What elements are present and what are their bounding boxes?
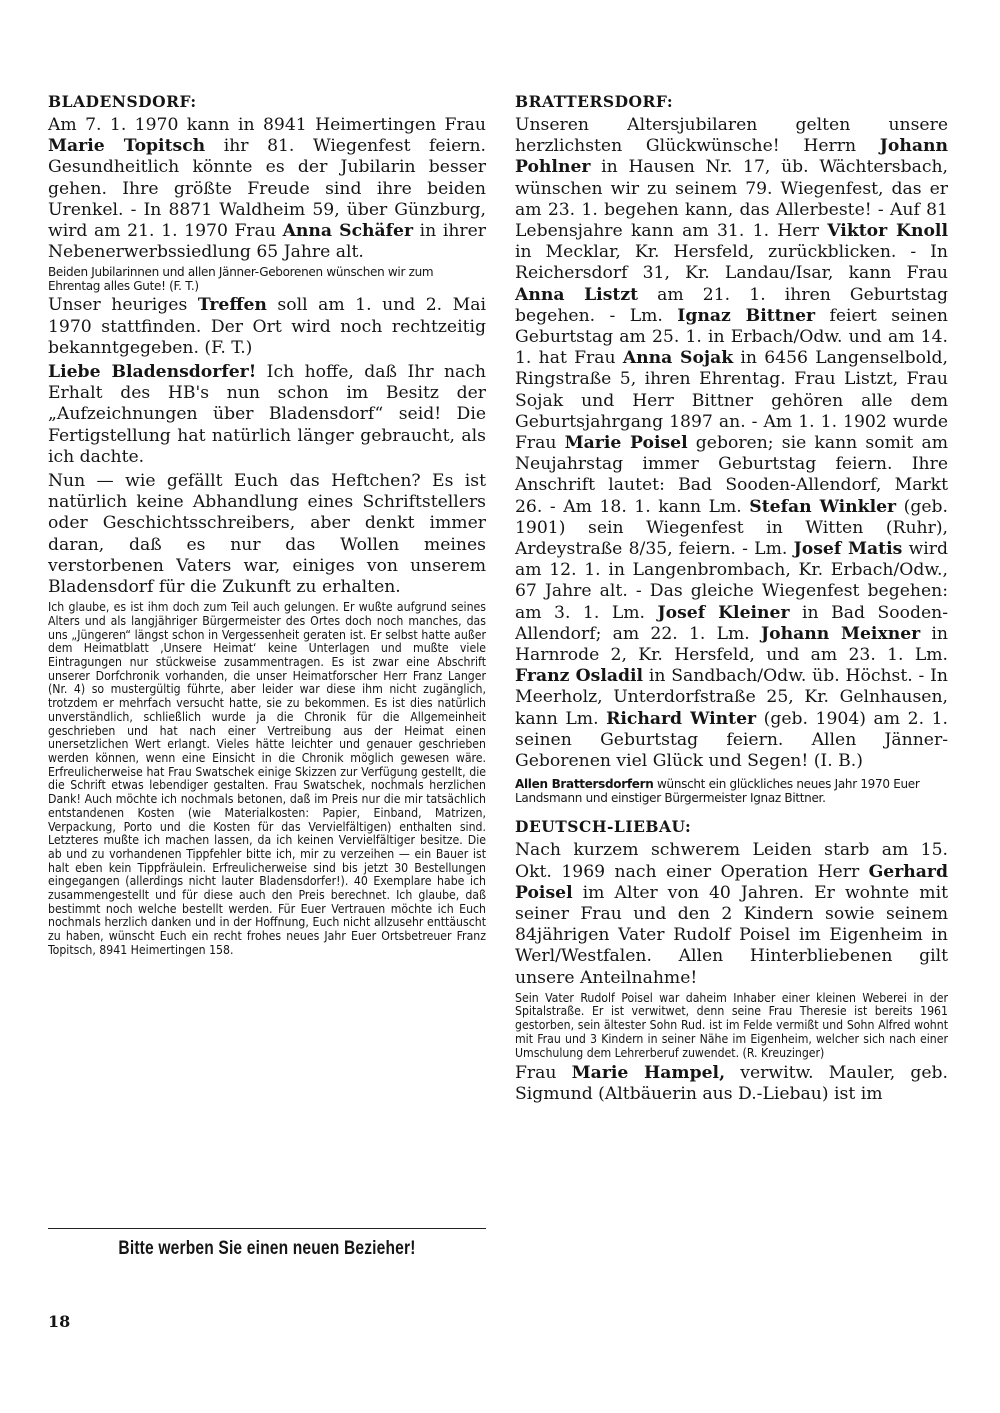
bladensdorf-letter-small: Ich glaube, es ist ihm doch zum Teil auch gelungen. Er wußte aufgrund seines Alters und als langjähriger Bürgermeister des Ortes doch noch manches, das uns „Jüngeren“ längst schon in Vergessenheit geraten ist. Er selbst hatte außer dem Heimatblatt ‚Unsere Heimat‘ keine Unterlagen und mußte viele Eintragungen nur stückweise zusammentragen. Es ist zwar eine Abschrift unserer Dorfchronik vorhanden, die unser Heimatforscher Herr Franz Langer (Nr. 4) so mustergültig führte, aber leider war diese ihm nicht zugänglich, trotzdem er mehrfach versucht hatte, sie zu bekommen. Es ist dies natürlich unverständlich, schließlich wurde ja die Chronik für die Allgemeinheit geschrieben und hat nach einer Vertreibung aus der Heimat einen unersetzlichen Wert erlangt. Vieles hätte leichter und genauer geschrieben werden können, wenn eine Einsicht in die Chronik möglich gewesen wäre. Erfreulicherweise hat Frau Swatschek einige Skizzen zur Verfügung gestellt, die die Schrift etwas lebendiger gestalten. Frau Swatschek, nochmals herzlichen Dank! Auch möchte ich nochmals betonen, daß im Preis nur die mir tatsächlich entstandenen Kosten (wie Materialkosten: Papier, Einband, Matrizen, Verpackung, Porto und die Kosten für das Vervielfältigen) enthalten sind. Letzteres mußte ich machen lassen, da ich keinen Vervielfältiger besitze. Die ab und zu vorhandenen Tippfehler bitte ich, mir zu verzeihen — ein Bauer ist halt eben kein Tippfräulein. Erfreulicherweise sind bis jetzt 30 Bestellungen eingegangen (allerdings nicht lauter Bladensdorfer!). 40 Exemplare habe ich zusammengestellt und für diese auch den Preis berechnet. Ich glaube, daß bestimmt noch welche bestellt werden. Für Euer Vertrauen möchte ich Euch nochmals herzlich danken und in der Hoffnung, Euch nicht allzusehr enttäuscht zu haben, wünscht Euch ein recht frohes neues Jahr Euer Ortsbetreuer Franz Topitsch, 8941 Heimertingen 158. [48, 600, 486, 957]
bladensdorf-paragraph-4: Nun — wie gefällt Euch das Heftchen? Es ist natürlich keine Abhandlung eines Schriftstellers oder Geschichtsschreibers, aber denkt immer daran, daß es nur das Wollen meines verstorbenen Vaters war, einiges von unserem Bladensdorf für die Zukunft zu erhalten. [48, 471, 486, 598]
deutsch-liebau-paragraph-2: Frau Marie Hampel, verwitw. Mauler, geb. Sigmund (Altbäuerin aus D.-Liebau) ist im [515, 1063, 948, 1105]
right-column [515, 92, 948, 1106]
deutsch-liebau-paragraph-1: Nach kurzem schwerem Leiden starb am 15. Okt. 1969 nach einer Operation Herr Gerhard Poisel im Alter von 40 Jahren. Er wohnte mit seiner Frau und den 2 Kindern sowie seinem 84jährigen Vater Rudolf Poisel im Eigenheim in Werl/Westfalen. Allen Hinterbliebenen gilt unsere Anteilnahme! [515, 840, 948, 988]
bladensdorf-paragraph-2: Unser heuriges Treffen soll am 1. und 2. Mai 1970 stattfinden. Der Ort wird noch rechtzeitig bekanntgegeben. (F. T.) [48, 295, 486, 358]
subscriber-banner: Bitte werben Sie einen neuen Bezieher! [118, 1238, 416, 1259]
section-heading-brattersdorf: BRATTERSDORF: [515, 92, 674, 111]
brattersdorf-new-year-wish: Allen Brattersdorfern wünscht ein glückliches neues Jahr 1970 Euer Landsmann und einstiger Bürgermeister Ignaz Bittner. [515, 777, 920, 806]
section-heading-deutsch-liebau: DEUTSCH-LIEBAU: [515, 817, 692, 837]
bladensdorf-paragraph-3: Liebe Bladensdorfer! Ich hoffe, daß Ihr nach Erhalt des HB's nun schon im Besitz der „Aufzeichnungen über Bladensdorf“ seid! Die Fertigstellung hat natürlich länger gebraucht, als ich dachte. [48, 362, 486, 467]
brattersdorf-paragraph-1: Unseren Altersjubilaren gelten unsere herzlichsten Glückwünsche! Herrn Johann Pohlner in Hausen Nr. 17, üb. Wächtersbach, wünschen wir zu seinem 79. Wiegenfest, das er am 23. 1. begehen kann, das Allerbeste! - Auf 81 Lebensjahre kann am 31. 1. Herr Viktor Knoll in Mecklar, Kr. Hersfeld, zurückblicken. - In Reichersdorf 31, Kr. Landau/Isar, kann Frau Anna Listzt am 21. 1. ihren Geburtstag begehen. - Lm. Ignaz Bittner feiert seinen Geburtstag am 25. 1. in Erbach/Odw. und am 14. 1. hat Frau Anna Sojak in 6456 Langenselbold, Ringstraße 5, ihren Ehrentag. Frau Listzt, Frau Sojak und Herr Bittner gehören alle dem Geburtsjahrgang 1897 an. - Am 1. 1. 1902 wurde Frau Marie Poisel geboren; sie kann somit am Neujahrstag immer Geburtstag feiern. Ihre Anschrift lautet: Bad Sooden-Allendorf, Markt 26. - Am 18. 1. kann Lm. Stefan Winkler (geb. 1901) sein Wiegenfest in Witten (Ruhr), Ardeystraße 8/35, feiern. - Lm. Josef Matis wird am 12. 1. in Langenbrombach, Kr. Erbach/Odw., 67 Jahre alt. - Das gleiche Wiegenfest begehen: am 3. 1. Lm. Josef Kleiner in Bad Sooden-Allendorf; am 22. 1. Lm. Johann Meixner in Harnrode 2, Kr. Hersfeld, und am 23. 1. Lm. Franz Osladil in Sandbach/Odw. üb. Höchst. - In Meerholz, Unterdorfstraße 25, Kr. Gelnhausen, kann Lm. Richard Winter (geb. 1904) am 2. 1. seinen Geburtstag feiern. Allen Jänner-Geborenen viel Glück und Segen! (I. B.) [515, 115, 949, 772]
section-heading-bladensdorf: BLADENSDORF: [48, 92, 197, 111]
left-column [48, 92, 486, 958]
bladensdorf-birthday-wish: Beiden Jubilarinnen und allen Jänner-Geborenen wünschen wir zum Ehrentag alles Gute! (F. T.) [48, 265, 434, 294]
deutsch-liebau-small-note: Sein Vater Rudolf Poisel war daheim Inhaber einer kleinen Weberei in der Spitalstraße. Er ist verwitwet, denn seine Frau Theresie ist bereits 1961 gestorben, sein ältester Sohn Rud. ist im Felde vermißt und Sohn Alfred wohnt mit Frau und 3 Kindern in seiner Nähe im Eigenheim, welcher sich nach einer Umschulung dem Lehrerberuf zuwendet. (R. Kreuzinger) [515, 990, 948, 1060]
bladensdorf-paragraph-1: Am 7. 1. 1970 kann in 8941 Heimertingen Frau Marie Topitsch ihr 81. Wiegenfest feiern. Gesundheitlich könnte es der Jubilarin besser gehen. Ihre größte Freude sind ihre beiden Urenkel. - In 8871 Waldheim 59, über Günzburg, wird am 21. 1. 1970 Frau Anna Schäfer in ihrer Nebenerwerbssiedlung 65 Jahre alt. [48, 115, 487, 263]
page-number: 18 [48, 1312, 71, 1331]
section-divider [48, 1228, 486, 1229]
